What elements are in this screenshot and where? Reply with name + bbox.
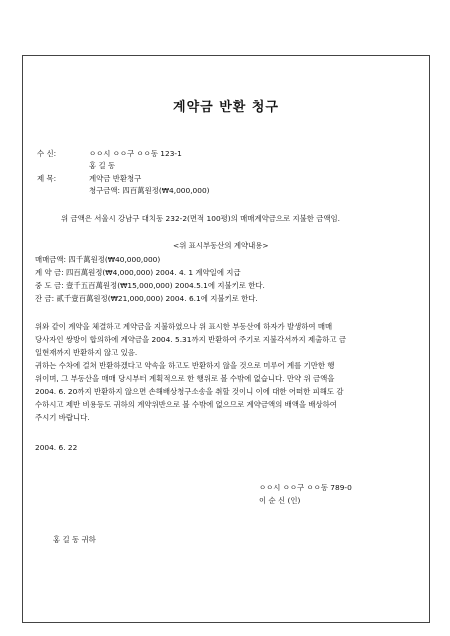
body-line: 위와 같이 계약을 체결하고 계약금을 지불하였으나 위 표시한 부동산에 하자가 발생하여 매매 (35, 322, 333, 331)
contract-item-sale-price: 매매금액: 四千萬원정(₩40,000,000) (35, 255, 161, 264)
body-line: 위이며, 그 부동산을 매매 당시부터 계획적으로 한 행위로 볼 수밖에 없습니다. 만약 위 금액을 (35, 374, 335, 383)
contract-item-deposit: 계 약 금: 四百萬원정(₩4,000,000) 2004. 4. 1 계약일에 지급 (35, 268, 241, 277)
body-paragraph-1 (35, 320, 423, 359)
subject-value: 계약금 반환청구 (89, 174, 142, 183)
recipient-name: 홍 길 동 (89, 161, 116, 170)
body-line: 주시기 바랍니다. (35, 413, 90, 422)
document-frame (22, 55, 430, 623)
recipient-label: 수 신: (37, 149, 57, 158)
contract-item-interim: 중 도 금: 壹千五百萬원정(₩15,000,000) 2004.5.1에 지불키로 한다. (35, 281, 265, 290)
intro-sentence: 위 금액은 서울시 강남구 대치동 232-2(면적 100평)의 매매계약금으로 지불한 금액임. (61, 214, 341, 223)
recipient-address: ㅇㅇ시 ㅇㅇ구 ㅇㅇ동 123-1 (89, 149, 182, 158)
document-title: 계약금 반환 청구 (173, 100, 279, 115)
contract-item-balance: 잔 금: 貳千壹百萬원정(₩21,000,000) 2004. 6.1에 지불키로 한다. (35, 294, 258, 303)
body-line: 수하시고 제반 비용등도 귀하의 계약위반으로 볼 수밖에 없으므로 계약금액의 배액을 배상하여 (35, 400, 337, 409)
sender-address: ㅇㅇ시 ㅇㅇ구 ㅇㅇ동 789-0 (259, 483, 352, 492)
body-line: 일현재까지 반환하지 않고 있음. (35, 348, 138, 357)
contract-heading: <위 표시부동산의 계약내용> (173, 241, 269, 250)
claim-amount: 청구금액: 四百萬원정(₩4,000,000) (89, 186, 210, 195)
subject-label: 제 목: (37, 174, 57, 183)
body-line: 당사자인 쌍방이 합의하에 계약금을 2004. 5.31까지 반환하여 주기로 지불각서까지 제출하고 금 (35, 335, 346, 344)
sender-name: 이 순 신 (인) (259, 496, 301, 505)
document-date: 2004. 6. 22 (35, 443, 78, 452)
body-line: 귀하는 수차에 걸쳐 반환하겠다고 약속을 하고도 반환하지 않을 것으로 미루어 계를 기만한 행 (35, 361, 335, 370)
body-line: 2004. 6. 20까지 반환하지 않으면 손해배상청구소송을 취할 것이니 이에 대한 어떠한 피해도 감 (35, 387, 344, 396)
body-paragraph-2 (35, 359, 423, 424)
addressee-closing: 홍 길 동 귀하 (53, 535, 96, 544)
